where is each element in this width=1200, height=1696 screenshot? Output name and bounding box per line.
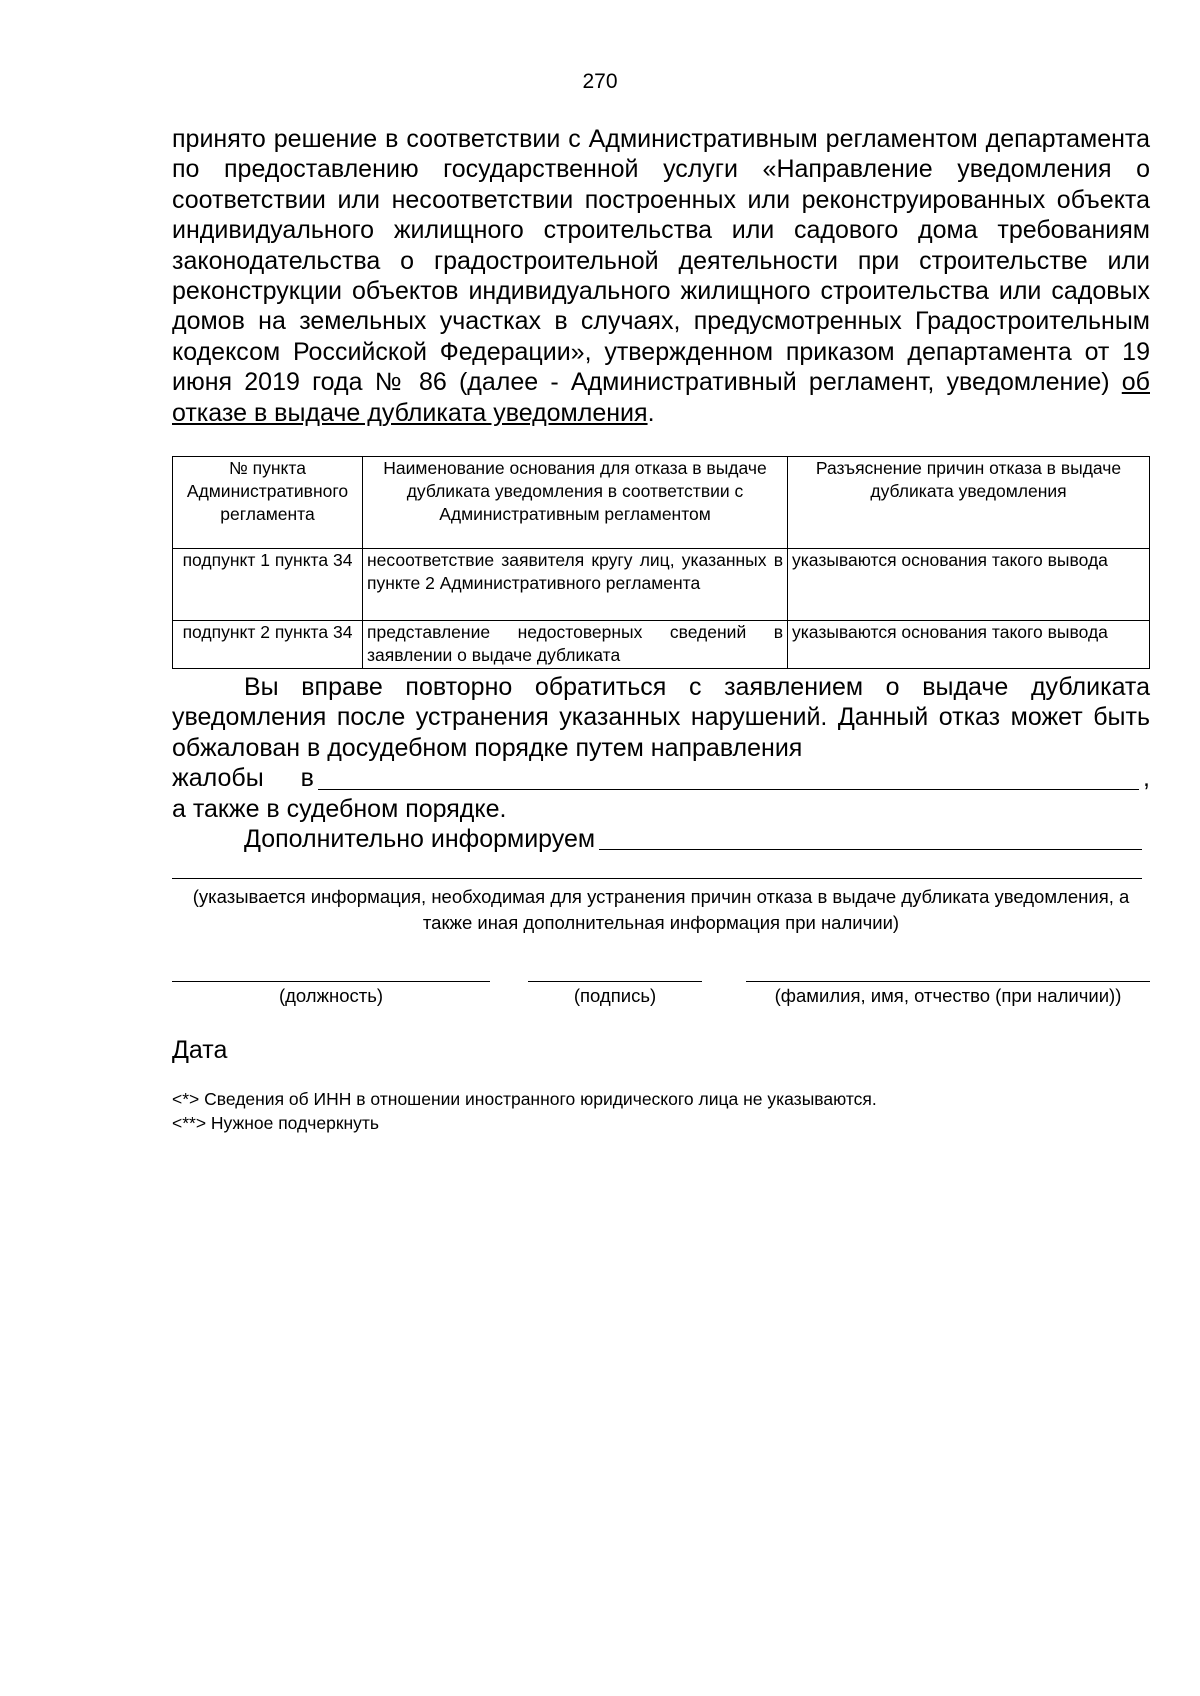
signature-line[interactable] [528, 981, 702, 982]
appeal-paragraph [172, 672, 1150, 794]
header-reason: Наименование основания для отказа в выдаче дубликата уведомления в соответствии с Административным регламентом [363, 457, 788, 549]
table-header-row [173, 457, 1150, 549]
header-explanation: Разъяснение причин отказа в выдаче дубликата уведомления [788, 457, 1150, 549]
complaint-suffix: , [1143, 764, 1150, 793]
complaint-authority-field[interactable] [318, 765, 1139, 790]
refusal-reasons-table [172, 456, 1150, 669]
position-signature-line[interactable] [172, 981, 490, 982]
additional-info-line [172, 824, 1150, 854]
row-reason: несоответствие заявителя кругу лиц, указанных в пункте 2 Административного регламента [363, 549, 788, 621]
date-label: Дата [172, 1036, 228, 1064]
signature-label: (подпись) [573, 985, 657, 1006]
decision-text: принято решение в соответствии с Административным регламентом департамента по предоставлению государственной услуги «Направление уведомления о соответствии или несоответствии построенных или реконструированных объекта индивидуального жилищного строительства или садового дома требованиям законодательства о градостроительной деятельности при строительстве или реконструкции объектов индивидуального жилищного строительства или садовых домов на земельных участках в случаях, предусмотренных Градостроительным кодексом Российской Федерации», утвержденном приказом департамента от 19 июня 2019 года № 86 (далее - Административный регламент, уведомление) [172, 125, 1150, 397]
row-reason: представление недостоверных сведений в заявлении о выдаче дубликата [363, 621, 788, 669]
full-name-label: (фамилия, имя, отчество (при наличии)) [774, 985, 1122, 1006]
table-row [173, 621, 1150, 669]
table-row [173, 549, 1150, 621]
additional-info-hint: (указывается информация, необходимая для устранения причин отказа в выдаче дубликата уведомления, а также иная дополнительная информация при наличии) [192, 886, 1130, 933]
complaint-prefix: жалобы в [172, 764, 314, 793]
appeal-text: Вы вправе повторно обратиться с заявлением о выдаче дубликата уведомления после устранения указанных нарушений. Данный отказ может быть обжалован в досудебном порядке путем направления [172, 673, 1150, 762]
additional-info-continuation-line[interactable] [172, 878, 1142, 879]
footnote-inn: <*> Сведения об ИНН в отношении иностранного юридического лица не указываются. [172, 1089, 877, 1109]
row-item-number: подпункт 1 пункта 34 [173, 549, 363, 621]
row-explanation: указываются основания такого вывода [788, 549, 1150, 621]
additional-label: Дополнительно информируем [244, 825, 596, 853]
full-name-signature-line[interactable] [746, 981, 1150, 982]
footnote-underline: <**> Нужное подчеркнуть [172, 1113, 380, 1133]
row-item-number: подпункт 2 пункта 34 [173, 621, 363, 669]
position-label: (должность) [278, 985, 384, 1006]
complaint-line [172, 763, 1150, 793]
decision-paragraph [172, 124, 1150, 428]
decision-end: . [647, 398, 655, 427]
page-number: 270 [582, 70, 618, 93]
row-explanation: указываются основания такого вывода [788, 621, 1150, 669]
header-item-number: № пункта Административного регламента [173, 457, 363, 549]
court-text: а также в судебном порядке. [172, 795, 507, 823]
footnotes [172, 1087, 1150, 1135]
decision-underlined-text: об отказе в выдаче дубликата уведомления [172, 368, 1150, 427]
additional-info-field[interactable] [599, 825, 1142, 850]
